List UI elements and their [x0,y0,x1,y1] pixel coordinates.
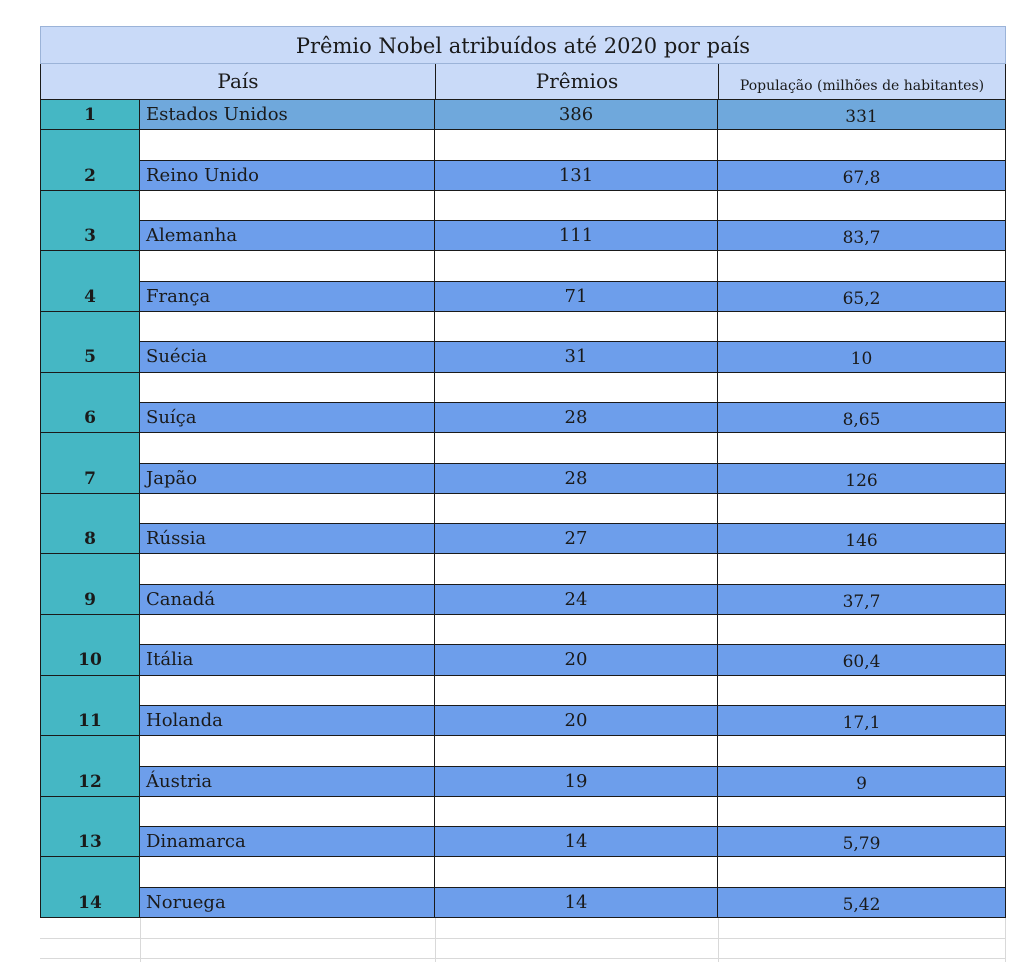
spacer-row [40,857,1006,887]
empty-cell[interactable] [718,736,1006,766]
empty-cell[interactable] [140,857,435,887]
rank-cell[interactable]: 11 [40,706,140,736]
empty-cell[interactable] [40,433,140,463]
empty-cell[interactable] [40,312,140,342]
empty-cell[interactable] [718,312,1006,342]
empty-cell[interactable] [40,554,140,584]
rank-cell[interactable]: 6 [40,403,140,433]
table-row [40,464,1006,494]
prizes-cell[interactable]: 19 [435,767,718,797]
spacer-row [40,373,1006,403]
prizes-cell[interactable]: 14 [435,888,718,918]
table-row [40,888,1006,918]
population-cell[interactable]: 331 [718,100,1006,130]
empty-cell[interactable] [435,494,718,524]
empty-cell[interactable] [718,797,1006,827]
prizes-cell[interactable]: 20 [435,645,718,675]
spacer-row [40,615,1006,645]
empty-cell[interactable] [40,251,140,281]
empty-cell[interactable] [718,373,1006,403]
rank-cell[interactable]: 1 [40,100,140,130]
prizes-cell[interactable]: 28 [435,464,718,494]
empty-cell[interactable] [140,736,435,766]
empty-cell[interactable] [140,191,435,221]
empty-cell[interactable] [435,797,718,827]
table-row [40,585,1006,615]
spacer-row [40,494,1006,524]
prizes-cell[interactable]: 111 [435,221,718,251]
empty-grid-area [40,918,1006,962]
country-cell[interactable]: Dinamarca [140,827,435,857]
population-cell[interactable]: 8,65 [718,403,1006,433]
country-cell[interactable]: Itália [140,645,435,675]
population-cell[interactable]: 9 [718,767,1006,797]
spacer-row [40,736,1006,766]
prizes-cell[interactable]: 131 [435,161,718,191]
header-population[interactable]: População (milhões de habitantes) [739,78,985,94]
empty-cell[interactable] [435,191,718,221]
rank-cell[interactable]: 10 [40,645,140,675]
population-cell[interactable]: 146 [718,524,1006,554]
rank-cell[interactable]: 9 [40,585,140,615]
prizes-cell[interactable]: 28 [435,403,718,433]
table-row [40,100,1006,130]
country-cell[interactable]: Rússia [140,524,435,554]
prizes-cell[interactable]: 31 [435,342,718,372]
table-row [40,645,1006,675]
spacer-row [40,554,1006,584]
prizes-cell[interactable]: 14 [435,827,718,857]
empty-cell[interactable] [718,494,1006,524]
empty-cell[interactable] [718,554,1006,584]
empty-cell[interactable] [140,130,435,160]
empty-cell[interactable] [718,615,1006,645]
empty-cell[interactable] [435,676,718,706]
empty-cell[interactable] [140,554,435,584]
prizes-cell[interactable]: 27 [435,524,718,554]
empty-cell[interactable] [140,312,435,342]
empty-cell[interactable] [435,857,718,887]
spacer-row [40,251,1006,281]
country-cell[interactable]: Suécia [140,342,435,372]
empty-cell[interactable] [140,797,435,827]
empty-cell[interactable] [718,130,1006,160]
country-cell[interactable]: Reino Unido [140,161,435,191]
empty-cell[interactable] [40,130,140,160]
prizes-cell[interactable]: 20 [435,706,718,736]
empty-cell[interactable] [718,676,1006,706]
table-title: Prêmio Nobel atribuídos até 2020 por país [40,26,1006,64]
header-prizes[interactable]: Prêmios [436,64,719,99]
country-cell[interactable]: França [140,282,435,312]
prizes-cell[interactable]: 71 [435,282,718,312]
population-cell[interactable]: 67,8 [718,161,1006,191]
empty-cell[interactable] [40,373,140,403]
empty-cell[interactable] [435,554,718,584]
table-row [40,827,1006,857]
empty-cell[interactable] [140,676,435,706]
empty-cell[interactable] [40,736,140,766]
table-row [40,524,1006,554]
prizes-cell[interactable]: 386 [435,100,718,130]
empty-cell[interactable] [140,251,435,281]
country-cell[interactable]: Holanda [140,706,435,736]
table-row [40,282,1006,312]
empty-cell[interactable] [435,433,718,463]
country-cell[interactable]: Estados Unidos [140,100,435,130]
population-cell[interactable]: 65,2 [718,282,1006,312]
empty-cell[interactable] [40,676,140,706]
empty-cell[interactable] [140,494,435,524]
header-country[interactable]: País [41,64,436,99]
table-row [40,706,1006,736]
rank-cell[interactable]: 12 [40,767,140,797]
country-cell[interactable]: Suíça [140,403,435,433]
empty-cell[interactable] [140,373,435,403]
spacer-row [40,797,1006,827]
empty-cell[interactable] [40,615,140,645]
empty-cell[interactable] [718,191,1006,221]
table-row [40,221,1006,251]
empty-cell[interactable] [140,615,435,645]
population-cell[interactable]: 17,1 [718,706,1006,736]
population-cell[interactable]: 60,4 [718,645,1006,675]
spacer-row [40,312,1006,342]
table-row [40,161,1006,191]
rank-cell[interactable]: 3 [40,221,140,251]
spacer-row [40,191,1006,221]
empty-cell[interactable] [435,736,718,766]
empty-cell[interactable] [435,312,718,342]
country-cell[interactable]: Canadá [140,585,435,615]
country-cell[interactable]: Japão [140,464,435,494]
rank-cell[interactable]: 5 [40,342,140,372]
rank-cell[interactable]: 7 [40,464,140,494]
population-cell[interactable]: 10 [718,342,1006,372]
country-cell[interactable]: Alemanha [140,221,435,251]
empty-cell[interactable] [435,130,718,160]
empty-cell[interactable] [435,251,718,281]
nobel-table [40,26,1006,962]
empty-cell[interactable] [435,615,718,645]
country-cell[interactable]: Noruega [140,888,435,918]
rank-cell[interactable]: 13 [40,827,140,857]
prizes-cell[interactable]: 24 [435,585,718,615]
spacer-row [40,433,1006,463]
population-cell[interactable]: 37,7 [718,585,1006,615]
rank-cell[interactable]: 8 [40,524,140,554]
population-cell[interactable]: 5,42 [718,888,1006,918]
empty-cell[interactable] [718,433,1006,463]
rank-cell[interactable]: 4 [40,282,140,312]
spacer-row [40,130,1006,160]
table-row [40,403,1006,433]
population-cell[interactable]: 126 [718,464,1006,494]
empty-cell[interactable] [718,251,1006,281]
empty-cell[interactable] [40,191,140,221]
empty-cell[interactable] [40,857,140,887]
empty-cell[interactable] [40,494,140,524]
empty-cell[interactable] [718,857,1006,887]
table-row [40,767,1006,797]
empty-cell[interactable] [140,433,435,463]
header-row [40,64,1006,100]
empty-cell[interactable] [40,797,140,827]
rank-cell[interactable]: 14 [40,888,140,918]
empty-cell[interactable] [435,373,718,403]
spacer-row [40,676,1006,706]
country-cell[interactable]: Áustria [140,767,435,797]
rank-cell[interactable]: 2 [40,161,140,191]
population-cell[interactable]: 83,7 [718,221,1006,251]
table-row [40,342,1006,372]
table-body [40,100,1006,918]
population-cell[interactable]: 5,79 [718,827,1006,857]
